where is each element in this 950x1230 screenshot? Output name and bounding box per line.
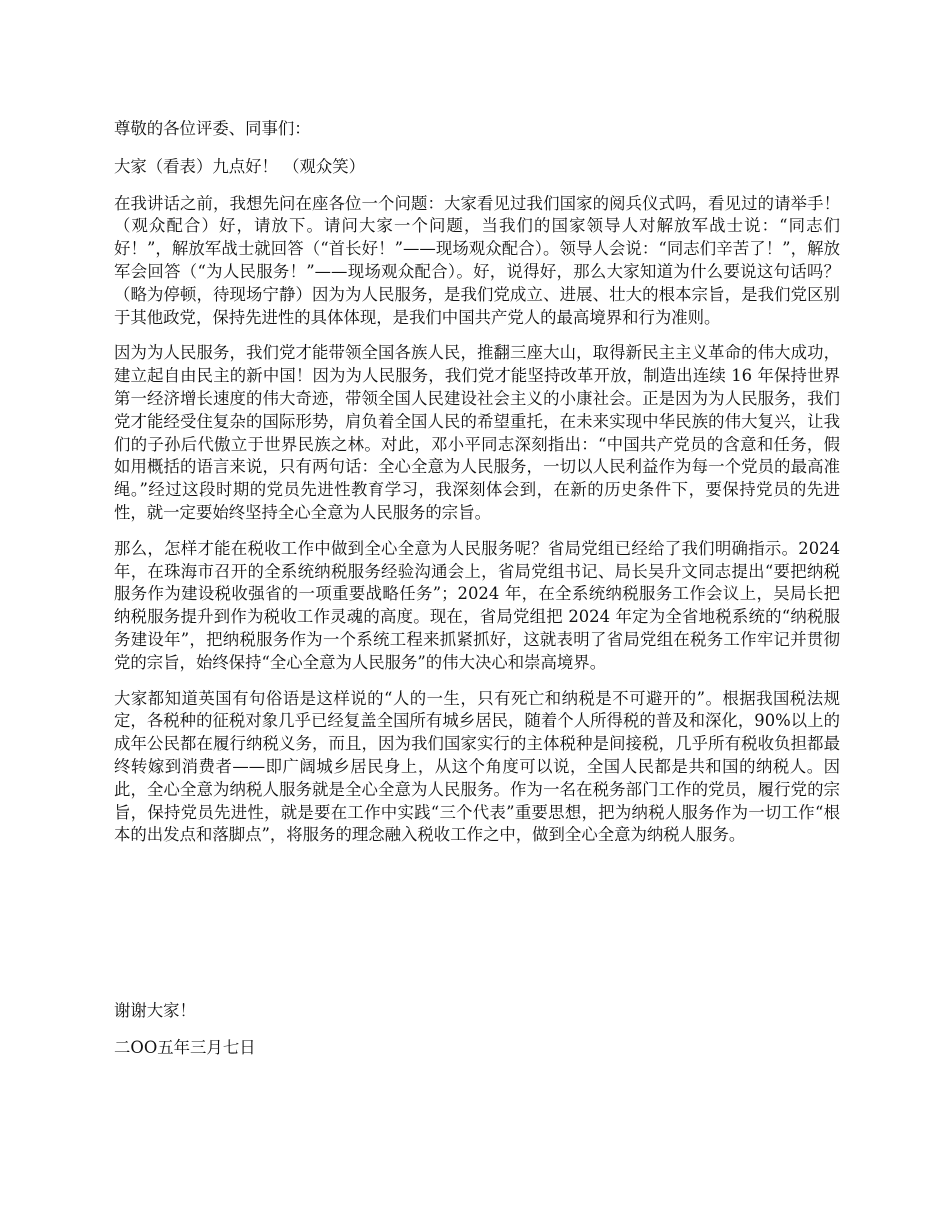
greeting: 大家（看表）九点好！ （观众笑） <box>114 156 366 176</box>
paragraph-2: 因为为人民服务，我们党才能带领全国各族人民，推翻三座大山，取得新民主主义革命的伟大成功，建立起自由民主的新中国！因为为人民服务，我们党才能坚持改革开放，制造出连续 16 年保持世界第一经济增长速度的伟大奇迹，带领全国人民建设社会主义的小康社会。正是因为为人民服务，我们党才能经受住复杂的国际形势，肩负着全国人民的希望重托，在未来实现中华民族的伟大复兴，让我们的子孙后代傲立于世界民族之林。对此，邓小平同志深刻指出：“中国共产党员的含意和任务，假如用概括的语言来说，只有两句话：全心全意为人民服务，一切以人民利益作为每一个党员的最高准绳。”经过这段时期的党员先进性教育学习，我深刻体会到，在新的历史条件下，要保持党员的先进性，就一定要始终坚持全心全意为人民服务的宗旨。 <box>114 343 840 522</box>
speech-body <box>114 118 840 860</box>
salutation: 尊敬的各位评委、同事们： <box>114 119 311 138</box>
date-line: 二OO五年三月七日 <box>114 1037 256 1057</box>
closing-block <box>114 1000 840 1074</box>
paragraph-3: 那么，怎样才能在税收工作中做到全心全意为人民服务呢？省局党组已经给了我们明确指示。2024 年，在珠海市召开的全系统纳税服务经验沟通会上，省局党组书记、局长吴升文同志提出“要把纳税服务作为建设税收强省的一项重要战略任务”；2024 年，在全系统纳税服务工作会议上，吴局长把纳税服务提升到作为税收工作灵魂的高度。现在，省局党组把 2024 年定为全省地税系统的“纳税服务建设年”，把纳税服务作为一个系统工程来抓紧抓好，这就表明了省局党组在税务工作牢记并贯彻党的宗旨，始终保持“全心全意为人民服务”的伟大决心和崇高境界。 <box>114 538 840 672</box>
paragraph-1: 在我讲话之前，我想先问在座各位一个问题：大家看见过我们国家的阅兵仪式吗，看见过的请举手！（观众配合）好，请放下。请问大家一个问题，当我们的国家领导人对解放军战士说：“同志们好！”，解放军战士就回答（“首长好！”——现场观众配合）。领导人会说：“同志们辛苦了！”，解放军会回答（“为人民服务！”——现场观众配合）。好，说得好，那么大家知道为什么要说这句话吗？（略为停顿，待现场宁静）因为为人民服务，是我们党成立、进展、壮大的根本宗旨，是我们党区别于其他政党，保持先进性的具体体现，是我们中国共产党人的最高境界和行为准则。 <box>114 193 840 327</box>
thanks-line: 谢谢大家！ <box>114 1001 196 1020</box>
paragraph-4: 大家都知道英国有句俗语是这样说的“人的一生，只有死亡和纳税是不可避开的”。根据我国税法规定，各税种的征税对象几乎已经复盖全国所有城乡居民，随着个人所得税的普及和深化，90%以上的成年公民都在履行纳税义务，而且，因为我们国家实行的主体税种是间接税，几乎所有税收负担都最终转嫁到消费者——即广阔城乡居民身上，从这个角度可以说，全国人民都是共和国的纳税人。因此，全心全意为纳税人服务就是全心全意为人民服务。作为一名在税务部门工作的党员，履行党的宗旨，保持党员先进性，就是要在工作中实践“三个代表”重要思想，把为纳税人服务作为一切工作“根本的出发点和落脚点”，将服务的理念融入税收工作之中，做到全心全意为纳税人服务。 <box>114 688 840 845</box>
